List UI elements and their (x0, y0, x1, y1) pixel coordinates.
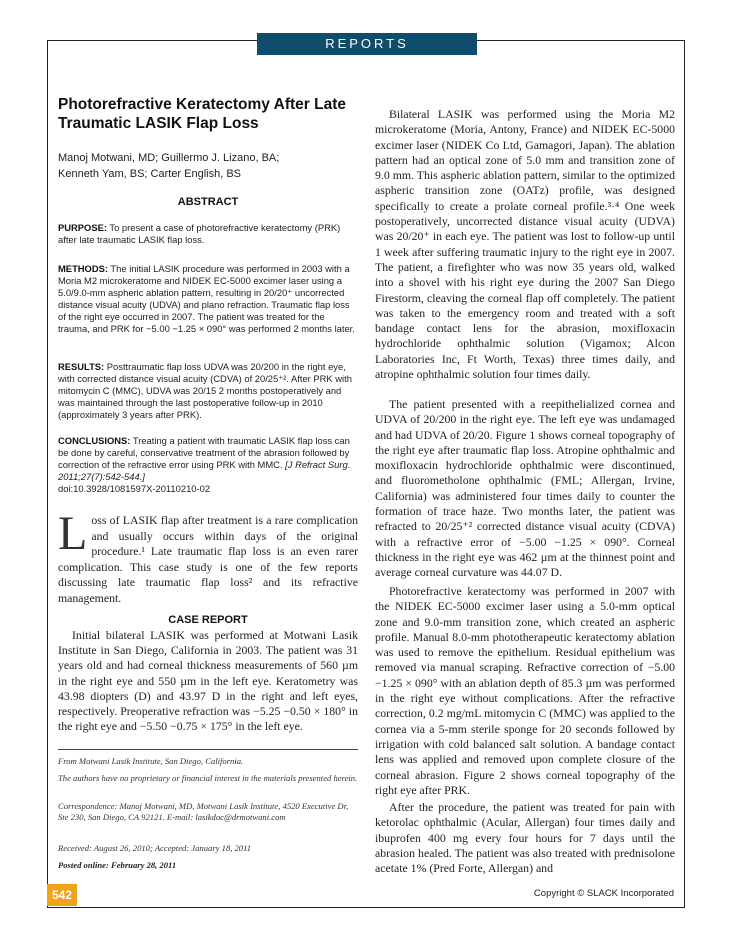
conclusions-text: Treating a patient with traumatic LASIK flap loss can be done by careful, conservative treatment of the abrasion followed by correction of the refractive error using PRK with MMC. (58, 435, 350, 470)
footnote-affiliation: From Motwani Lasik Institute, San Diego, California. (58, 756, 244, 766)
intro-paragraph (58, 507, 358, 606)
col2-paragraph-2: The patient presented with a reepithelialized cornea and UDVA of 20/200 in the right eye. The left eye was undamaged and had UDVA of 20/20. Figure 1 shows corneal topography of the right eye after traumatic flap loss. Atropine ophthalmic and moxifloxacin hydrochloride ophthalmic were discontinued, and fluorometholone ophthalmic (FML; Allergan, Irvine, California) was administered four times daily to counter the formation of trace haze. Two months later, the patient was refracted to 20/25⁺² corrected distance visual acuity (CDVA) with a refractive error of −5.00 −1.25 × 090°. Corneal thickness in the right eye was 462 µm at the thinnest point and average corneal curvature was 44.07 D. (375, 397, 675, 580)
methods-label: METHODS: (58, 263, 108, 274)
section-banner: REPORTS (257, 33, 477, 55)
footnote-correspondence: Correspondence: Manoj Motwani, MD, Motwani Lasik Institute, 4520 Executive Dr, Ste 230, San Diego, CA 92121. E-mail: lasikdoc@drmotwani.com (58, 801, 349, 822)
abstract-methods (58, 263, 358, 335)
authors-line-1: Manoj Motwani, MD; Guillermo J. Lizano, BA; (58, 152, 280, 164)
results-text: Posttraumatic flap loss UDVA was 20/200 in the right eye, with corrected distance visual acuity (CDVA) of 20/25⁺². After PRK with mitomycin C (MMC), UDVA was 20/15 2 months postoperatively and was maintained through the last postoperative follow-up in 2010 (approximately 3 years after PRK). (58, 361, 352, 420)
conclusions-label: CONCLUSIONS: (58, 435, 131, 446)
footnote-disclosure: The authors have no proprietary or financial interest in the materials presented herein. (58, 773, 358, 783)
copyright-notice: Copyright © SLACK Incorporated (533, 888, 674, 899)
methods-text: The initial LASIK procedure was performed in 2003 with a Moria M2 microkeratome and NIDEK EC-5000 excimer laser using a 5.0/9.0-mm aspheric ablation pattern, resulting in 20/20⁺ uncorrected distance visual acuity (UDVA) and plano refraction. Traumatic flap loss of the right eye occurred in 2007. The patient was treated for the trauma, and PRK for −5.00 −1.25 × 090° was performed 2 months later. (58, 263, 355, 334)
author-list (58, 150, 358, 182)
abstract-conclusions (58, 435, 358, 495)
abstract-results (58, 361, 358, 421)
col2-paragraph-1: Bilateral LASIK was performed using the Moria M2 microkeratome (Moria, Antony, France) and NIDEK EC-5000 excimer laser (NIDEK Co Ltd, Gamagori, Japan). The ablation pattern had an optical zone of 5.0 mm and transition zone of 9.0 mm. This aspheric ablation pattern, similar to the optimized aspheric transition zone (OATz) profile, was designed specifically to create a prolate corneal profile.³·⁴ One week postoperatively, uncorrected distance visual acuity (UDVA) was 20/20⁺ in each eye. The patient was lost to follow-up until 1 week after suffering traumatic injury to the right eye in 2007. The patient, a firefighter who was now 35 years old, walked into a shovel with his right eye during the 2007 San Diego Firestorm, cleaving the corneal flap off completely. The patient was taken to the emergency room and treated with a soft bandage contact lens for the abrasion, moxifloxacin hydrochloride ophthalmic solution (Vigamox; Alcon Laboratories Inc, Ft Worth, Texas) three times daily, and atropine ophthalmic solution four times daily. (375, 107, 675, 382)
col2-paragraph-3: Photorefractive keratectomy was performed in 2007 with the NIDEK EC-5000 excimer laser using a 5.0-mm optical zone and 9.0-mm transition zone, which created an aspheric profile. Manual 8.0-mm phototherapeutic keratectomy ablation was used to remove the epithelium. Residual epithelium was removed via manual scraping. Refractive correction of −5.00 −1.25 × 090° with an ablation depth of 85.3 µm was performed in the right eye without complications. After the refractive correction, 0.2 mg/mL mitomycin C (MMC) was applied to the cornea via a 5-mm sterile sponge for 20 seconds followed by irrigation with cold balanced salt solution. A bandage contact lens was applied and removed upon complete closure of the corneal abrasion. Figure 2 shows corneal topography of the right eye after PRK. (375, 584, 675, 797)
col2-paragraph-4: After the procedure, the patient was treated for pain with ketorolac ophthalmic (Acular, Allergan) four times daily and ibuprofen 400 mg every four hours for 7 days until the abrasion healed. The patient was also treated with prednisolone acetate 1% (Pred Forte, Allergan) and (375, 800, 675, 876)
case-report-paragraph: Initial bilateral LASIK was performed at Motwani Lasik Institute in San Diego, California in 2003. The patient was 31 years old and had corneal thickness measurements of 560 µm in the right eye and 550 µm in the left eye. Keratometry was 43.98 diopters (D) and 43.97 D in the right and left eyes, respectively. Preoperative refraction was −5.25 −0.50 × 180° in the right eye and −5.50 −0.75 × 175° in the left eye. (58, 628, 358, 734)
drop-cap: L (58, 507, 88, 560)
abstract-purpose (58, 222, 358, 246)
citation: [J Refract Surg. 2011;27(7):542-544.] (58, 459, 351, 482)
results-label: RESULTS: (58, 361, 105, 372)
purpose-text: To present a case of photorefractive keratectomy (PRK) after late traumatic LASIK flap loss. (58, 222, 341, 245)
doi: doi:10.3928/1081597X-20110210-02 (58, 483, 211, 494)
footnote-received: Received: August 26, 2010; Accepted: January 18, 2011 (58, 843, 252, 853)
page-number: 542 (47, 884, 77, 906)
footnote-posted: Posted online: February 28, 2011 (58, 860, 177, 870)
footnote-divider (58, 749, 358, 750)
intro-text: oss of LASIK flap after treatment is a rare complication and usually occurs within days of the original procedure.¹ Late traumatic flap loss is an even rarer complication. This case study is one of the few reports discussing late traumatic flap loss² and its refractive management. (58, 513, 358, 605)
case-report-heading: CASE REPORT (168, 614, 248, 626)
article-title: Photorefractive Keratectomy After Late Traumatic LASIK Flap Loss (58, 96, 346, 132)
purpose-label: PURPOSE: (58, 222, 107, 233)
abstract-heading: ABSTRACT (177, 196, 239, 208)
authors-line-2: Kenneth Yam, BS; Carter English, BS (58, 168, 242, 180)
